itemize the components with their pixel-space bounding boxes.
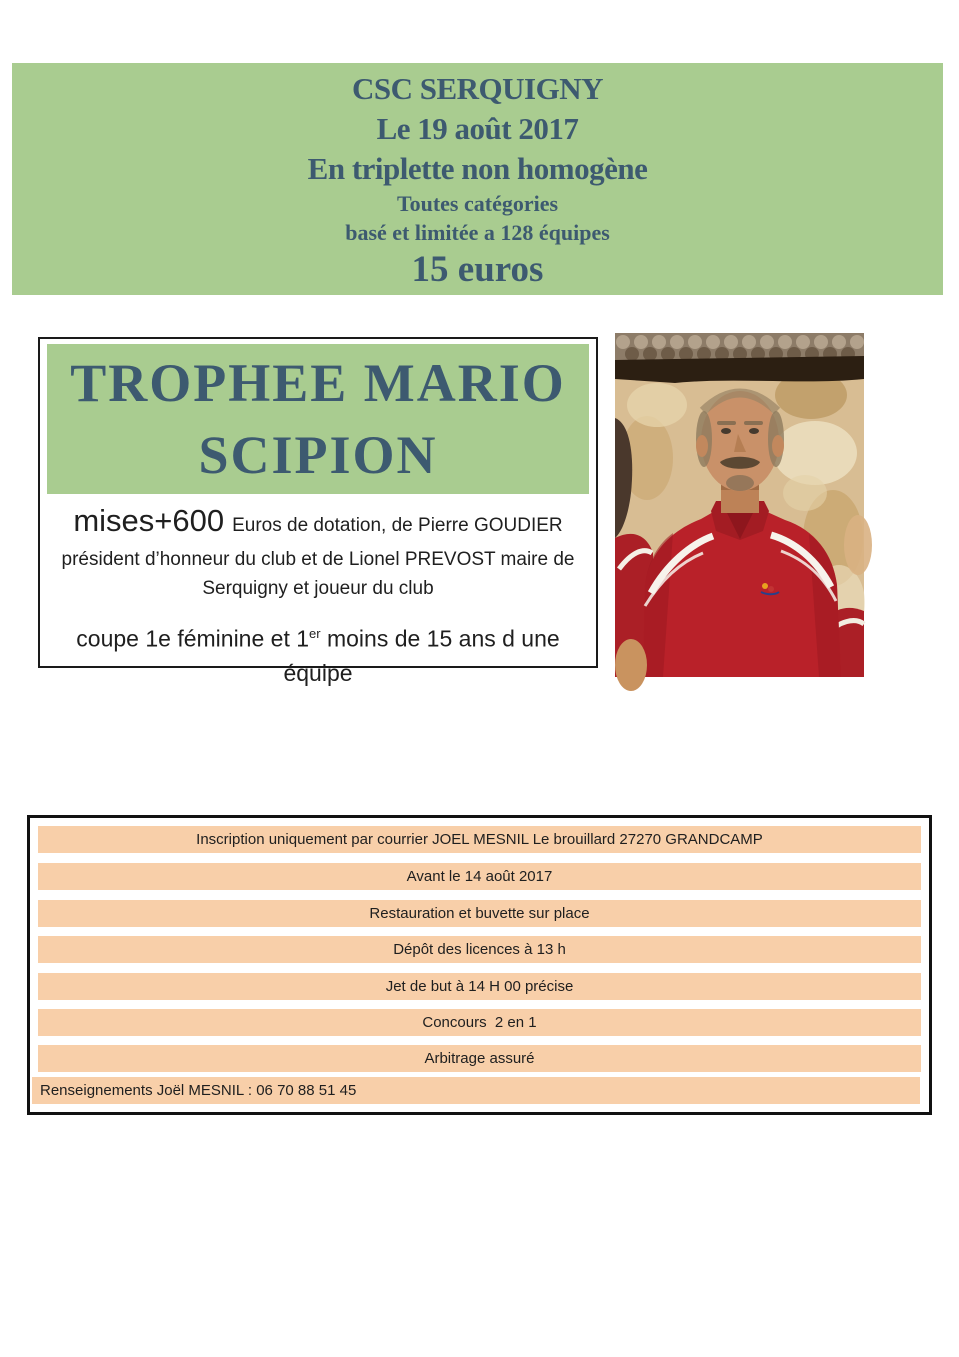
event-limit: basé et limitée a 128 équipes bbox=[345, 220, 610, 245]
trophy-photo bbox=[615, 333, 864, 677]
info-row-jet-de-but: Jet de but à 14 H 00 précise bbox=[38, 973, 921, 1000]
event-format: En triplette non homogène bbox=[307, 151, 648, 186]
dotation-sponsor: Euros de dotation, de Pierre GOUDIER bbox=[232, 515, 563, 536]
cup-info-ordinal: er bbox=[309, 626, 321, 641]
info-row-licences: Dépôt des licences à 13 h bbox=[38, 936, 921, 963]
dotation-amount: mises+600 bbox=[73, 503, 225, 538]
dotation-line bbox=[40, 503, 596, 545]
cup-info-before: coupe 1e féminine et 1 bbox=[76, 625, 310, 652]
info-row-arbitrage: Arbitrage assuré bbox=[38, 1045, 921, 1072]
dotation-line2: président d’honneur du club et de Lionel PREVOST maire de bbox=[61, 549, 575, 570]
trophy-box bbox=[38, 337, 598, 686]
cup-info-line bbox=[40, 616, 596, 657]
info-row-deadline: Avant le 14 août 2017 bbox=[38, 863, 921, 890]
dotation-line3: Serquigny et joueur du club bbox=[202, 578, 434, 599]
info-box bbox=[27, 815, 932, 1115]
entry-fee: 15 euros bbox=[411, 249, 544, 290]
info-row-renseignements: Renseignements Joël MESNIL : 06 70 88 51 45 bbox=[32, 1077, 920, 1104]
info-row-restauration: Restauration et buvette sur place bbox=[38, 900, 921, 927]
club-name: CSC SERQUIGNY bbox=[351, 71, 604, 106]
cup-info-after: moins de 15 ans d une bbox=[320, 625, 560, 652]
cup-info-line2: équipe bbox=[283, 659, 353, 686]
event-date: Le 19 août 2017 bbox=[376, 111, 579, 146]
trophy-title-line1: TROPHEE MARIO bbox=[70, 353, 566, 413]
event-banner bbox=[12, 63, 943, 295]
man-in-red-polo-photo bbox=[615, 333, 864, 677]
trophy-title bbox=[47, 344, 589, 494]
event-categories: Toutes catégories bbox=[396, 191, 559, 216]
info-row-concours: Concours 2 en 1 bbox=[38, 1009, 921, 1036]
info-row-inscription: Inscription uniquement par courrier JOEL MESNIL Le brouillard 27270 GRANDCAMP bbox=[38, 826, 921, 853]
trophy-title-line2: SCIPION bbox=[198, 425, 438, 485]
